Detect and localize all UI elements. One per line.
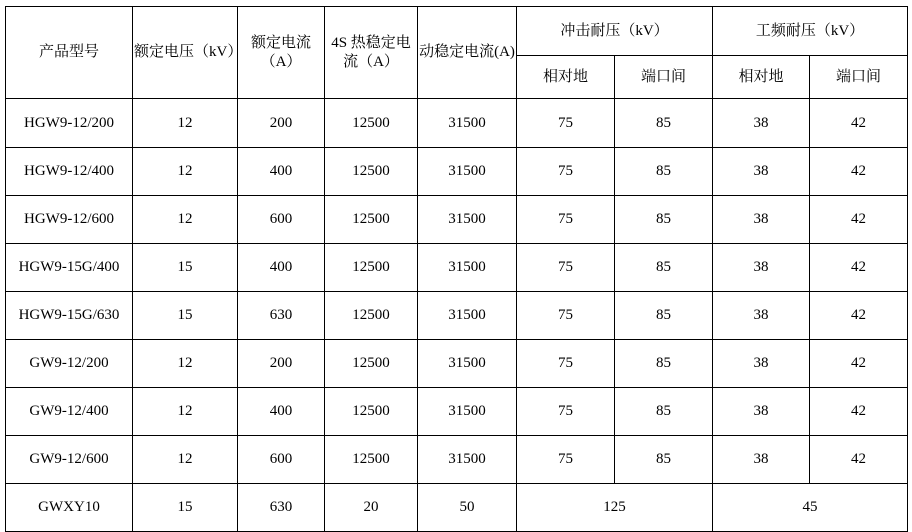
cell-impulse-to-earth: 75 bbox=[517, 388, 615, 436]
cell-rated-current: 600 bbox=[238, 196, 325, 244]
cell-power-across-terminal: 42 bbox=[810, 148, 908, 196]
cell-thermal-stability-4s: 12500 bbox=[325, 388, 418, 436]
cell-rated-voltage: 12 bbox=[133, 148, 238, 196]
cell-dynamic-stability: 50 bbox=[418, 484, 517, 532]
cell-rated-voltage: 15 bbox=[133, 244, 238, 292]
cell-impulse-across-terminal: 85 bbox=[615, 196, 713, 244]
cell-rated-current: 630 bbox=[238, 484, 325, 532]
cell-impulse-across-terminal: 85 bbox=[615, 436, 713, 484]
cell-rated-voltage: 12 bbox=[133, 196, 238, 244]
table-row bbox=[6, 148, 908, 196]
cell-thermal-stability-4s: 12500 bbox=[325, 244, 418, 292]
cell-impulse-to-earth: 75 bbox=[517, 148, 615, 196]
cell-power-across-terminal: 42 bbox=[810, 99, 908, 148]
cell-model: GW9-12/600 bbox=[6, 436, 133, 484]
header-impulse-to-earth: 相对地 bbox=[517, 56, 615, 99]
cell-power-to-earth: 38 bbox=[713, 436, 810, 484]
cell-rated-voltage: 12 bbox=[133, 388, 238, 436]
cell-rated-current: 600 bbox=[238, 436, 325, 484]
cell-model: GWXY10 bbox=[6, 484, 133, 532]
header-rated-voltage: 额定电压（kV） bbox=[133, 7, 238, 99]
cell-power-across-terminal: 42 bbox=[810, 388, 908, 436]
cell-power-across-terminal: 42 bbox=[810, 196, 908, 244]
cell-thermal-stability-4s: 12500 bbox=[325, 196, 418, 244]
cell-power-to-earth: 38 bbox=[713, 99, 810, 148]
cell-power-to-earth: 38 bbox=[713, 340, 810, 388]
cell-thermal-stability-4s: 12500 bbox=[325, 148, 418, 196]
header-model: 产品型号 bbox=[6, 7, 133, 99]
cell-dynamic-stability: 31500 bbox=[418, 340, 517, 388]
header-impulse-withstand: 冲击耐压（kV） bbox=[517, 7, 713, 56]
header-dynamic-stability: 动稳定电流(A) bbox=[418, 7, 517, 99]
header-thermal-stability: 4S 热稳定电流（A） bbox=[325, 7, 418, 99]
cell-impulse-to-earth: 75 bbox=[517, 99, 615, 148]
cell-dynamic-stability: 31500 bbox=[418, 292, 517, 340]
cell-impulse-to-earth: 75 bbox=[517, 244, 615, 292]
cell-power-to-earth: 38 bbox=[713, 148, 810, 196]
cell-impulse-to-earth: 75 bbox=[517, 292, 615, 340]
cell-impulse-across-terminal: 85 bbox=[615, 388, 713, 436]
cell-power-across-terminal: 42 bbox=[810, 292, 908, 340]
cell-dynamic-stability: 31500 bbox=[418, 148, 517, 196]
table-row bbox=[6, 436, 908, 484]
cell-thermal-stability-4s: 12500 bbox=[325, 99, 418, 148]
table-row bbox=[6, 388, 908, 436]
cell-thermal-stability-4s: 12500 bbox=[325, 340, 418, 388]
cell-power-merged: 45 bbox=[713, 484, 908, 532]
cell-rated-voltage: 12 bbox=[133, 99, 238, 148]
cell-dynamic-stability: 31500 bbox=[418, 196, 517, 244]
header-power-to-earth: 相对地 bbox=[713, 56, 810, 99]
cell-rated-voltage: 15 bbox=[133, 292, 238, 340]
table-row bbox=[6, 292, 908, 340]
header-power-across-terminal: 端口间 bbox=[810, 56, 908, 99]
cell-impulse-across-terminal: 85 bbox=[615, 244, 713, 292]
cell-model: GW9-12/400 bbox=[6, 388, 133, 436]
cell-model: HGW9-12/400 bbox=[6, 148, 133, 196]
cell-power-across-terminal: 42 bbox=[810, 436, 908, 484]
cell-thermal-stability: 20 bbox=[325, 484, 418, 532]
cell-model: GW9-12/200 bbox=[6, 340, 133, 388]
cell-impulse-merged: 125 bbox=[517, 484, 713, 532]
cell-rated-current: 200 bbox=[238, 340, 325, 388]
cell-rated-current: 200 bbox=[238, 99, 325, 148]
table-body bbox=[6, 99, 908, 532]
header-power-frequency-withstand: 工频耐压（kV） bbox=[713, 7, 908, 56]
header-rated-current: 额定电流（A） bbox=[238, 7, 325, 99]
cell-thermal-stability-4s: 12500 bbox=[325, 292, 418, 340]
table-row bbox=[6, 340, 908, 388]
cell-power-to-earth: 38 bbox=[713, 196, 810, 244]
table-row bbox=[6, 196, 908, 244]
cell-impulse-to-earth: 75 bbox=[517, 340, 615, 388]
cell-impulse-across-terminal: 85 bbox=[615, 340, 713, 388]
cell-rated-current: 400 bbox=[238, 148, 325, 196]
cell-impulse-across-terminal: 85 bbox=[615, 292, 713, 340]
cell-rated-current: 400 bbox=[238, 244, 325, 292]
cell-dynamic-stability: 31500 bbox=[418, 388, 517, 436]
cell-model: HGW9-15G/630 bbox=[6, 292, 133, 340]
cell-impulse-to-earth: 75 bbox=[517, 196, 615, 244]
cell-dynamic-stability: 31500 bbox=[418, 244, 517, 292]
cell-dynamic-stability: 31500 bbox=[418, 99, 517, 148]
cell-impulse-across-terminal: 85 bbox=[615, 99, 713, 148]
cell-power-to-earth: 38 bbox=[713, 244, 810, 292]
cell-rated-current: 630 bbox=[238, 292, 325, 340]
cell-impulse-to-earth: 75 bbox=[517, 436, 615, 484]
cell-impulse-across-terminal: 85 bbox=[615, 148, 713, 196]
cell-rated-current: 400 bbox=[238, 388, 325, 436]
table-row bbox=[6, 99, 908, 148]
header-row-main bbox=[6, 7, 908, 56]
specification-table bbox=[5, 6, 908, 532]
cell-power-across-terminal: 42 bbox=[810, 244, 908, 292]
table-row bbox=[6, 484, 908, 532]
table-row bbox=[6, 244, 908, 292]
header-impulse-across-terminal: 端口间 bbox=[615, 56, 713, 99]
cell-power-across-terminal: 42 bbox=[810, 340, 908, 388]
cell-rated-voltage: 12 bbox=[133, 436, 238, 484]
cell-rated-voltage: 15 bbox=[133, 484, 238, 532]
cell-thermal-stability-4s: 12500 bbox=[325, 436, 418, 484]
cell-model: HGW9-12/600 bbox=[6, 196, 133, 244]
cell-power-to-earth: 38 bbox=[713, 292, 810, 340]
cell-power-to-earth: 38 bbox=[713, 388, 810, 436]
cell-dynamic-stability: 31500 bbox=[418, 436, 517, 484]
table-header bbox=[6, 7, 908, 99]
cell-rated-voltage: 12 bbox=[133, 340, 238, 388]
cell-model: HGW9-12/200 bbox=[6, 99, 133, 148]
cell-model: HGW9-15G/400 bbox=[6, 244, 133, 292]
